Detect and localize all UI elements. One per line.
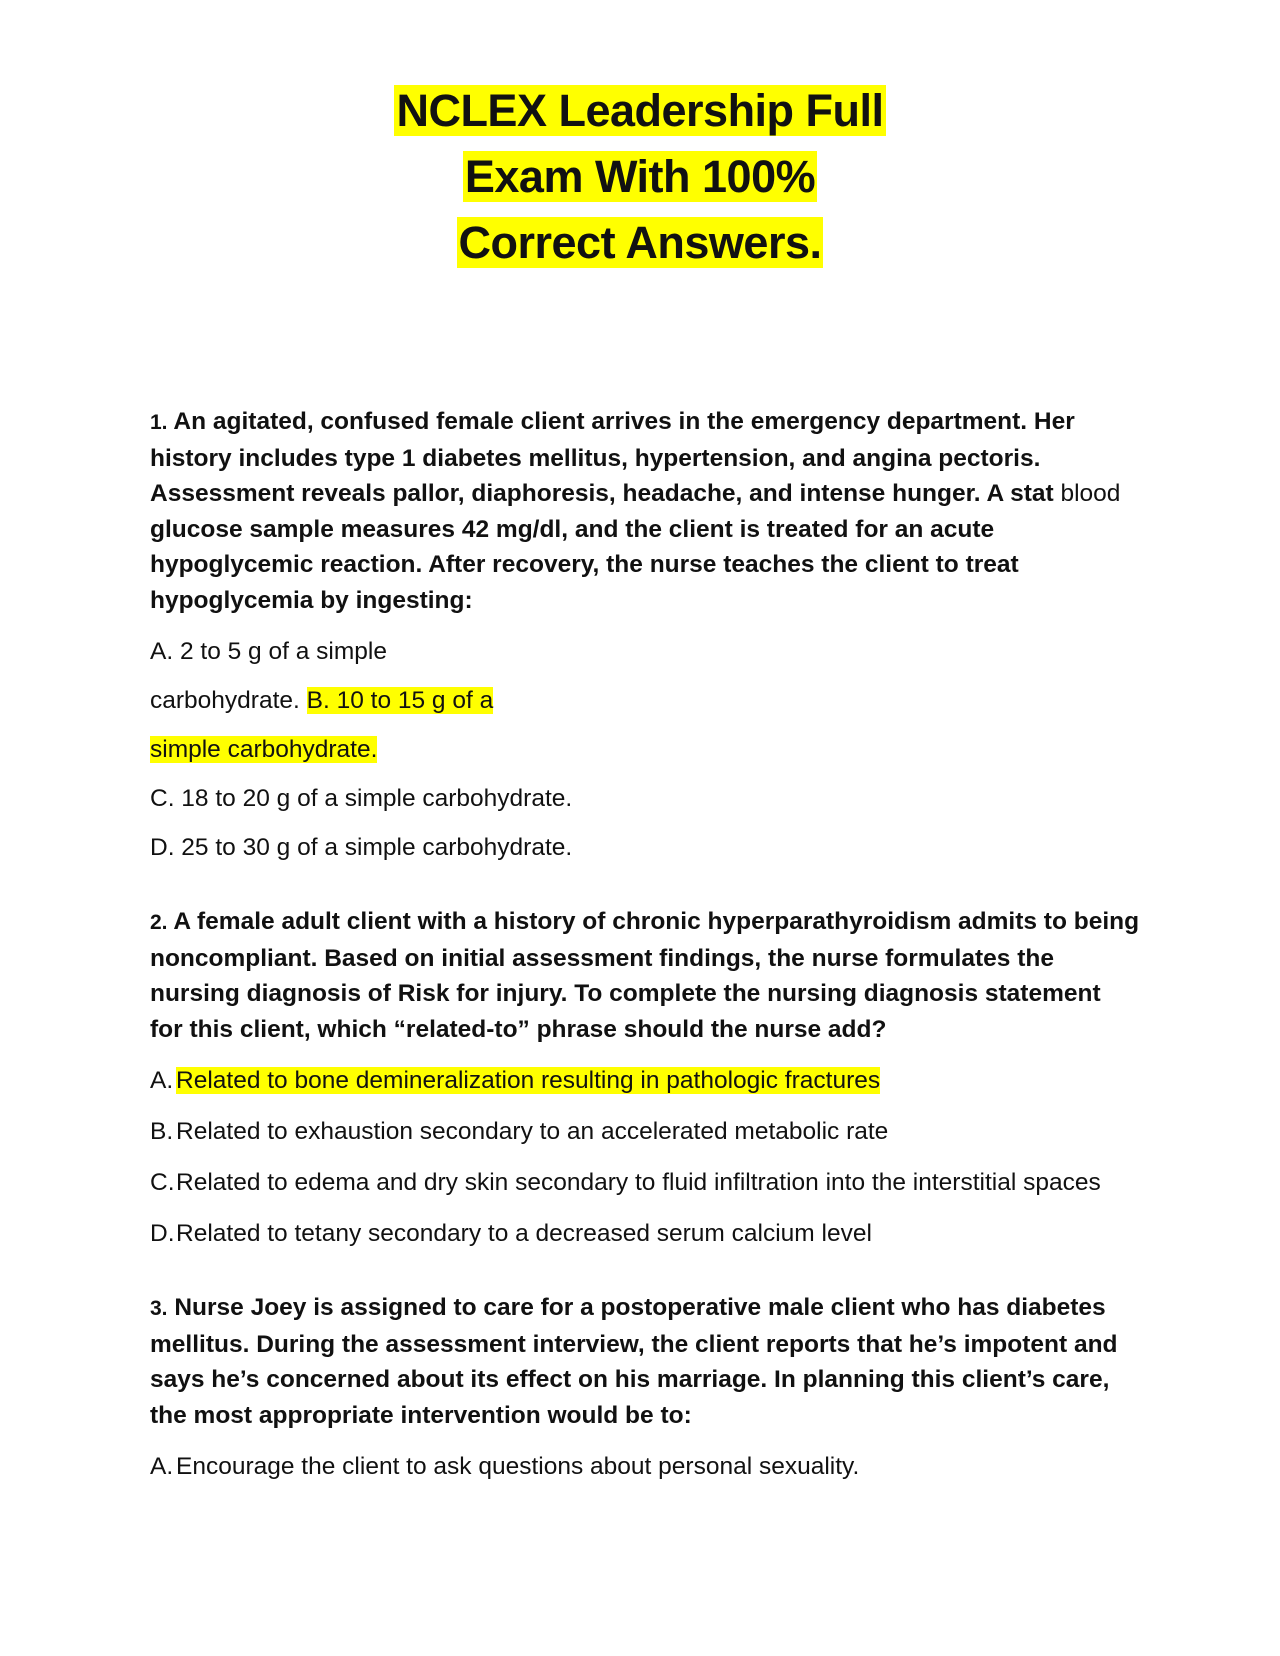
option-letter: A. bbox=[150, 1453, 174, 1480]
question-number: 2. bbox=[150, 911, 168, 934]
option-letter: B. bbox=[150, 1118, 174, 1145]
question-text: glucose sample measures 42 mg/dl, and the client is treated for an acute hypoglycemic reaction. After recovery, the nurse teaches the client to treat hypoglycemia by ingesting: bbox=[150, 515, 1019, 614]
option-d: D. 25 to 30 g of a simple carbohydrate. bbox=[150, 834, 573, 861]
option-text: Related to exhaustion secondary to an accelerated metabolic rate bbox=[176, 1118, 889, 1145]
title-line-1: NCLEX Leadership Full bbox=[396, 85, 884, 136]
question-1-options bbox=[150, 636, 1140, 864]
question-2 bbox=[150, 904, 1140, 1250]
title-line-3: Correct Answers. bbox=[458, 217, 822, 268]
option-d bbox=[150, 1218, 1140, 1250]
option-text-correct: Related to bone demineralization resulting in pathologic fractures bbox=[176, 1067, 881, 1094]
option-a: A. 2 to 5 g of a simple bbox=[150, 638, 387, 665]
question-3 bbox=[150, 1290, 1140, 1483]
option-b-correct-continued: simple carbohydrate. bbox=[150, 736, 378, 763]
option-text: Related to edema and dry skin secondary to fluid infiltration into the interstitial spaces bbox=[176, 1169, 1101, 1196]
title-line-2: Exam With 100% bbox=[464, 151, 816, 202]
option-letter: C. bbox=[150, 1169, 175, 1196]
option-b bbox=[150, 1116, 1140, 1148]
option-c: C. 18 to 20 g of a simple carbohydrate. bbox=[150, 785, 573, 812]
option-a bbox=[150, 1065, 1140, 1097]
option-c bbox=[150, 1167, 1140, 1199]
question-number: 3. bbox=[150, 1297, 168, 1320]
question-text: Nurse Joey is assigned to care for a postoperative male client who has diabetes mellitus. During the assessment interview, the client reports that he’s impotent and says he’s concerned about its effect on his marriage. In planning this client’s care, the most appropriate intervention would be to: bbox=[150, 1294, 1118, 1429]
option-a bbox=[150, 1451, 1140, 1483]
question-3-stem bbox=[150, 1290, 1140, 1433]
question-1 bbox=[150, 404, 1140, 864]
question-2-stem bbox=[150, 904, 1140, 1047]
option-a-b-line bbox=[150, 685, 1140, 717]
document-title bbox=[0, 78, 1280, 276]
question-2-options bbox=[150, 1065, 1140, 1250]
option-text: Encourage the client to ask questions about personal sexuality. bbox=[176, 1453, 860, 1480]
option-a-continued: carbohydrate. bbox=[150, 687, 300, 714]
option-b-line bbox=[150, 734, 1140, 766]
questions-content bbox=[150, 404, 1140, 1483]
question-text: An agitated, confused female client arrives in the emergency department. Her history includes type 1 diabetes mellitus, hypertension, and angina pectoris. Assessment reveals pallor, diaphoresis, headache, and intense hunger. A stat bbox=[150, 408, 1075, 507]
question-text: A female adult client with a history of chronic hyperparathyroidism admits to being noncompliant. Based on initial assessment findings, the nurse formulates the nursing diagnosis of Risk for injury. To complete the nursing diagnosis statement for this client, which “related-to” phrase should the nurse add? bbox=[150, 908, 1140, 1043]
option-b-correct: B. 10 to 15 g of a bbox=[306, 687, 494, 714]
question-number: 1. bbox=[150, 411, 168, 434]
option-text: Related to tetany secondary to a decreased serum calcium level bbox=[176, 1220, 872, 1247]
question-3-options bbox=[150, 1451, 1140, 1483]
option-letter: D. bbox=[150, 1220, 175, 1247]
question-text-light: blood bbox=[1060, 480, 1121, 507]
option-letter: A. bbox=[150, 1067, 174, 1094]
question-1-stem bbox=[150, 404, 1140, 618]
